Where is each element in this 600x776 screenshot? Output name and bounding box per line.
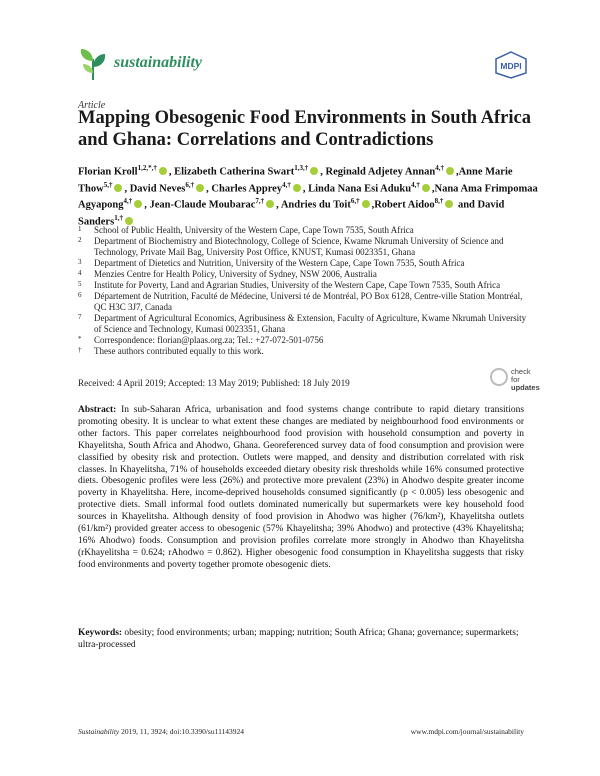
author-affiliation-sup: 1,† bbox=[114, 213, 123, 222]
affiliation-text: Department of Agricultural Economics, Agribusiness & Extension, Faculty of Agriculture, Kwame Nkrumah University of Science and Technology, Kumasi 0023351, Ghana bbox=[94, 313, 527, 334]
affiliation-item bbox=[78, 236, 533, 258]
affiliation-number: 5 bbox=[78, 280, 82, 288]
author-separator: , bbox=[144, 199, 150, 211]
affiliation-number: 4 bbox=[78, 269, 82, 277]
page-footer bbox=[78, 727, 524, 736]
author-affiliation-sup: 7,† bbox=[255, 197, 265, 205]
author-affiliation-sup: 6,† bbox=[350, 197, 360, 205]
citation-journal: Sustainability bbox=[78, 727, 120, 736]
orcid-icon[interactable] bbox=[159, 167, 167, 175]
author-name: Andries du Toit bbox=[280, 199, 351, 211]
author-affiliation-sup: 1,3,† bbox=[294, 164, 309, 172]
abstract-label: Abstract: bbox=[78, 405, 117, 415]
affiliation-item bbox=[78, 258, 533, 269]
author-separator: , bbox=[206, 183, 212, 194]
orcid-icon[interactable] bbox=[196, 184, 204, 192]
affiliation-item bbox=[78, 291, 533, 313]
author-affiliation-sup: 4,† bbox=[282, 180, 291, 189]
mdpi-logo-text: MDPI bbox=[500, 61, 522, 71]
keywords-label: Keywords: bbox=[78, 628, 123, 638]
affiliation-item bbox=[78, 280, 533, 291]
affiliation-item bbox=[78, 225, 533, 236]
orcid-icon[interactable] bbox=[422, 184, 430, 192]
orcid-icon[interactable] bbox=[114, 184, 122, 192]
author-name: Jean-Claude Moubarac bbox=[149, 199, 256, 211]
affiliation-number: † bbox=[78, 346, 82, 354]
author-separator: , bbox=[302, 183, 309, 194]
author-affiliation-sup: 5,† bbox=[103, 180, 113, 189]
affiliation-text: Département de Nutrition, Faculté de Médecine, Universi té de Montréal, PO Box 6128, Centre-ville Station Montréal, QC H3C 3J7, Canada bbox=[94, 291, 523, 312]
author-separator: and bbox=[455, 199, 478, 211]
orcid-icon[interactable] bbox=[134, 200, 142, 208]
author-name: Florian Kroll bbox=[78, 166, 138, 178]
journal-name: sustainability bbox=[114, 54, 203, 71]
sustainability-leaf-icon bbox=[78, 47, 108, 81]
author-separator: , bbox=[320, 166, 326, 178]
keywords bbox=[78, 627, 524, 651]
article-type: Article bbox=[78, 100, 106, 111]
author-separator: , bbox=[431, 183, 435, 194]
author-separator: , bbox=[124, 183, 130, 194]
author-separator: , bbox=[455, 166, 459, 178]
author-affiliation-sup: 4,† bbox=[435, 164, 444, 172]
paper-title: Mapping Obesogenic Food Environments in South Africa and Ghana: Correlations and Contradictions bbox=[78, 108, 531, 150]
affiliation-number: 6 bbox=[78, 291, 82, 299]
abstract-text: In sub-Saharan Africa, urbanisation and food systems change contribute to rapid dietary transitions promoting obesity. It is unclear to what extent these changes are mediated by neighbourhood food environments or other factors. This paper correlates neighbourhood food provision with household consumption and poverty in Khayelitsha, South Africa and Ahodwo, Ghana. Georeferenced survey data of food consumption and provision were classified by obesity risk and protection. Outlets were mapped, and density and distribution correlated with risk classes. In Khayelitsha, 71% of households exceeded dietary obesity risk thresholds while 16% consumed protective diets. Obesogenic profiles were less (26%) and protective more prevalent (23%) in Ahodwo despite greater income poverty in Khayelitsha. Here, income-deprived households consumed significantly (p < 0.005) less obesogenic and protective diets. Small informal food outlets dominated numerically but supermarkets were key household food sources in Khayelitsha. Although density of food provision in Ahodwo was higher (76/km²), Khayelitsha outlets (61/km²) provided greater access to obesogenic (57% Khayelitsha; 39% Ahodwo) and protective (43% Khayelitsha; 16% Ahodwo) foods. Consumption and provision profiles correlate more strongly in Ahodwo than Khayelitsha (rKhayelitsha = 0.624; rAhodwo = 0.862). Higher obesogenic food consumption in Khayelitsha suggests that risky food environments and poverty together promote obesogenic diets. bbox=[78, 405, 525, 570]
check-for-updates-badge[interactable] bbox=[490, 366, 540, 390]
affiliation-item bbox=[78, 269, 533, 280]
orcid-icon[interactable] bbox=[266, 200, 274, 208]
author-name: Charles Apprey bbox=[211, 183, 283, 194]
affiliations bbox=[78, 225, 533, 357]
author-affiliation-sup: 6,† bbox=[185, 180, 195, 189]
citation-details: 2019, 11, 3924; doi:10.3390/su11143924 bbox=[121, 727, 245, 736]
author-name: David Sanders bbox=[78, 199, 505, 227]
orcid-icon[interactable] bbox=[445, 200, 453, 208]
abstract bbox=[78, 405, 524, 572]
author-name: Reginald Adjetey Annan bbox=[325, 166, 436, 178]
citation bbox=[78, 727, 244, 736]
author-name: Anne Marie Thow bbox=[78, 166, 513, 194]
affiliation-text: These authors contributed equally to this work. bbox=[94, 346, 264, 356]
author-affiliation-sup: 8,† bbox=[434, 197, 444, 205]
author-name: Robert Aidoo bbox=[374, 199, 435, 211]
affiliation-text: Institute for Poverty, Land and Agrarian Studies, University of the Western Cape, Cape Town 7535, South Africa bbox=[94, 280, 501, 290]
author-affiliation-sup: 1,2,*,† bbox=[137, 164, 157, 172]
affiliation-text: Correspondence: florian@plaas.org.za; Tel.: +27-072-501-0756 bbox=[94, 335, 324, 345]
author-name: Nana Ama Frimpomaa Agyapong bbox=[78, 183, 538, 211]
orcid-icon[interactable] bbox=[362, 200, 370, 208]
publication-dates: Received: 4 April 2019; Accepted: 13 May 2019; Published: 18 July 2019 bbox=[78, 378, 350, 388]
affiliation-item bbox=[78, 313, 533, 335]
affiliation-item bbox=[78, 346, 533, 357]
journal-header bbox=[78, 45, 528, 85]
affiliation-item bbox=[78, 335, 533, 346]
journal-url[interactable]: www.mdpi.com/journal/sustainability bbox=[410, 727, 524, 736]
orcid-icon[interactable] bbox=[446, 167, 454, 175]
affiliation-number: * bbox=[78, 335, 82, 343]
affiliation-number: 7 bbox=[78, 313, 82, 321]
keywords-text: obesity; food environments; urban; mapping; nutrition; South Africa; Ghana; governance; supermarkets; ultra-processed bbox=[78, 628, 519, 650]
affiliation-number: 3 bbox=[78, 258, 82, 266]
affiliation-text: Department of Dietetics and Nutrition, University of the Western Cape, Cape Town 7535, South Africa bbox=[94, 258, 465, 268]
check-updates-icon bbox=[490, 368, 508, 386]
author-separator: , bbox=[371, 199, 375, 211]
affiliation-text: Menzies Centre for Health Policy, University of Sydney, NSW 2006, Australia bbox=[94, 269, 377, 279]
author-name: Elizabeth Catherina Swart bbox=[174, 166, 295, 178]
orcid-icon[interactable] bbox=[310, 167, 318, 175]
author-separator: , bbox=[276, 199, 281, 211]
author-affiliation-sup: 4,† bbox=[123, 197, 133, 205]
affiliation-number: 1 bbox=[78, 225, 82, 233]
orcid-icon[interactable] bbox=[125, 217, 133, 225]
check-updates-line1: check for bbox=[511, 367, 531, 384]
affiliation-text: School of Public Health, University of the Western Cape, Cape Town 7535, South Africa bbox=[94, 225, 414, 235]
orcid-icon[interactable] bbox=[293, 184, 301, 192]
mdpi-logo bbox=[494, 51, 528, 79]
author-name: David Neves bbox=[129, 183, 186, 194]
affiliation-number: 2 bbox=[78, 236, 82, 244]
author-list bbox=[78, 162, 548, 228]
check-updates-line2: updates bbox=[511, 383, 540, 392]
author-name: Linda Nana Esi Aduku bbox=[308, 183, 412, 194]
affiliation-text: Department of Biochemistry and Biotechnology, College of Science, Kwame Nkrumah University of Science and Technology, Private Mail Bag, University Post Office, KNUST, Kumasi 0023351, Ghana bbox=[94, 236, 504, 257]
author-affiliation-sup: 4,† bbox=[411, 180, 420, 189]
author-separator: , bbox=[168, 166, 175, 178]
